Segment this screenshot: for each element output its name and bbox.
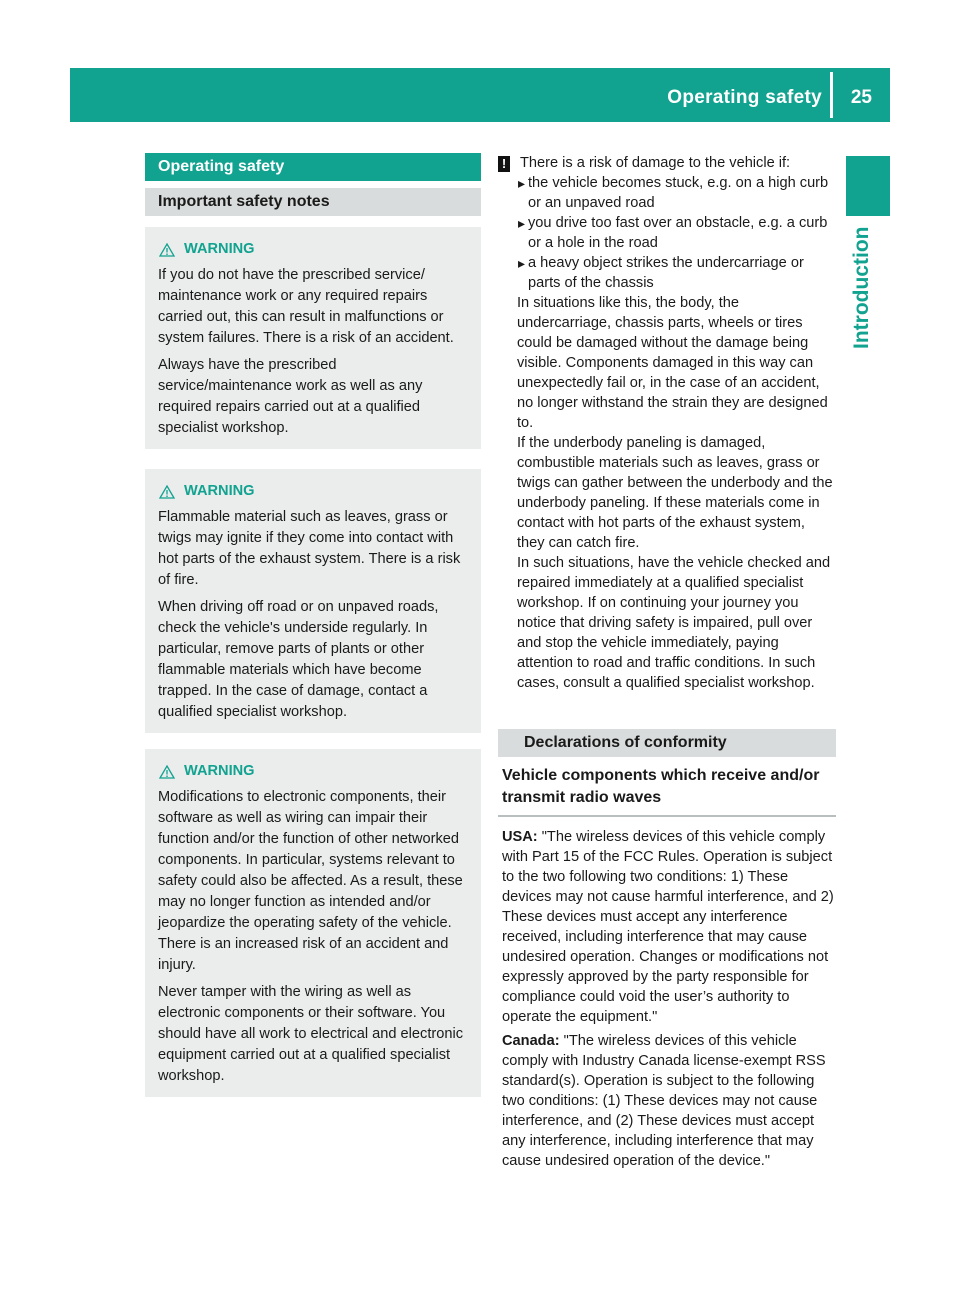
- canada-label: Canada:: [502, 1033, 560, 1049]
- warning-triangle-icon: [159, 765, 175, 779]
- warning-text: If you do not have the prescribed service/ maintenance work or any required repairs carried out, this can result in malfunctions or system failures. There is a risk of an accident.: [158, 267, 454, 346]
- exclamation-icon: !: [498, 156, 510, 172]
- warning-text: Never tamper with the wiring as well as electronic components or their software. You should have all work to electrical and electronic equipment carried out at a qualified specialist workshop.: [158, 984, 464, 1084]
- note-header: [498, 153, 836, 173]
- damage-note: [498, 153, 836, 693]
- header-title: Operating safety: [667, 87, 822, 108]
- warning-header: [158, 239, 473, 260]
- note-paragraph: In such situations, have the vehicle checked and repaired immediately at a qualified specialist workshop. If on continuing your journey you notice that driving safety is impaired, pull over and stop the vehicle immediately, paying attention to road and traffic conditions. In such cases, consult a qualified specialist workshop.: [517, 555, 831, 691]
- declarations-text: [498, 827, 836, 1171]
- list-item: ▸ a heavy object strikes the undercarriage or parts of the chassis: [517, 253, 836, 293]
- list-item: ▸ the vehicle becomes stuck, e.g. on a high curb or an unpaved road: [517, 173, 836, 213]
- chapter-label-text: Introduction: [850, 226, 873, 349]
- chapter-tab: [846, 156, 890, 216]
- header-divider: [830, 72, 833, 118]
- warning-header: [158, 761, 473, 782]
- page-number: 25: [850, 87, 872, 108]
- canada-declaration: [502, 1031, 836, 1171]
- note-intro: There is a risk of damage to the vehicle if:: [520, 155, 791, 171]
- canada-text: "The wireless devices of this vehicle comply with Industry Canada license-exempt RSS standard(s). Operation is subject to the following two conditions: (1) These devices may not cause interference, and (2) These devices must accept any interference, including interference that may cause undesired operation of the device.": [502, 1033, 826, 1169]
- usa-label: USA:: [502, 829, 538, 845]
- warning-label: WARNING: [184, 241, 255, 257]
- warning-triangle-icon: [159, 243, 175, 257]
- section-title-declarations: Declarations of conformity: [498, 729, 836, 757]
- note-bullets: [498, 173, 836, 293]
- usa-text: "The wireless devices of this vehicle comply with Part 15 of the FCC Rules. Operation is subject to the two following two conditions: 1) These devices may not cause harmful interference, and 2) These devices must accept any interference received, including interference that may cause undesired operation. Changes or modifications not expressly approved by the party responsible for compliance could void the user’s authority to operate the equipment.": [502, 829, 834, 1025]
- warning-box: [145, 749, 481, 1097]
- page-header: [70, 68, 890, 122]
- warning-text: Always have the prescribed service/maintenance work as well as any required repairs carried out at a qualified specialist workshop.: [158, 357, 423, 436]
- warning-text: When driving off road or on unpaved roads, check the vehicle's underside regularly. In particular, remove parts of plants or other flammable materials which have become trapped. In the case of damage, contact a qualified specialist workshop.: [158, 599, 439, 720]
- warning-box: [145, 469, 481, 733]
- warning-box: [145, 227, 481, 449]
- usa-declaration: [502, 827, 836, 1027]
- subsection-title: Important safety notes: [145, 188, 481, 216]
- right-column: [498, 153, 836, 1175]
- list-item: ▸ you drive too fast over an obstacle, e.g. a curb or a hole in the road: [517, 213, 836, 253]
- warning-triangle-icon: [159, 485, 175, 499]
- note-paragraph: In situations like this, the body, the undercarriage, chassis parts, wheels or tires could be damaged without the damage being visible. Components damaged in this way can unexpectedly fail or, in the case of an accident, no longer withstand the strain they are designed to.: [517, 295, 828, 431]
- chapter-label: [846, 221, 890, 356]
- warning-header: [158, 481, 473, 502]
- warning-label: WARNING: [184, 483, 255, 499]
- warning-label: WARNING: [184, 763, 255, 779]
- left-column: [145, 153, 481, 1097]
- warning-text: Flammable material such as leaves, grass or twigs may ignite if they come into contact with hot parts of the exhaust system. There is a risk of fire.: [158, 509, 461, 588]
- warning-text: Modifications to electronic components, their software as well as wiring can impair their function and/or the function of other networked components. In particular, systems relevant to safety could also be affected. As a result, these may no longer function as intended and/or jeopardize the operating safety of the vehicle. There is an increased risk of an accident and injury.: [158, 789, 463, 973]
- subheading: Vehicle components which receive and/or transmit radio waves: [498, 757, 836, 817]
- note-paragraph: If the underbody paneling is damaged, combustible materials such as leaves, grass or twigs can gather between the underbody and the underbody paneling. If these materials come in contact with hot parts of the exhaust system, they can catch fire.: [517, 435, 833, 551]
- section-title: Operating safety: [145, 153, 481, 181]
